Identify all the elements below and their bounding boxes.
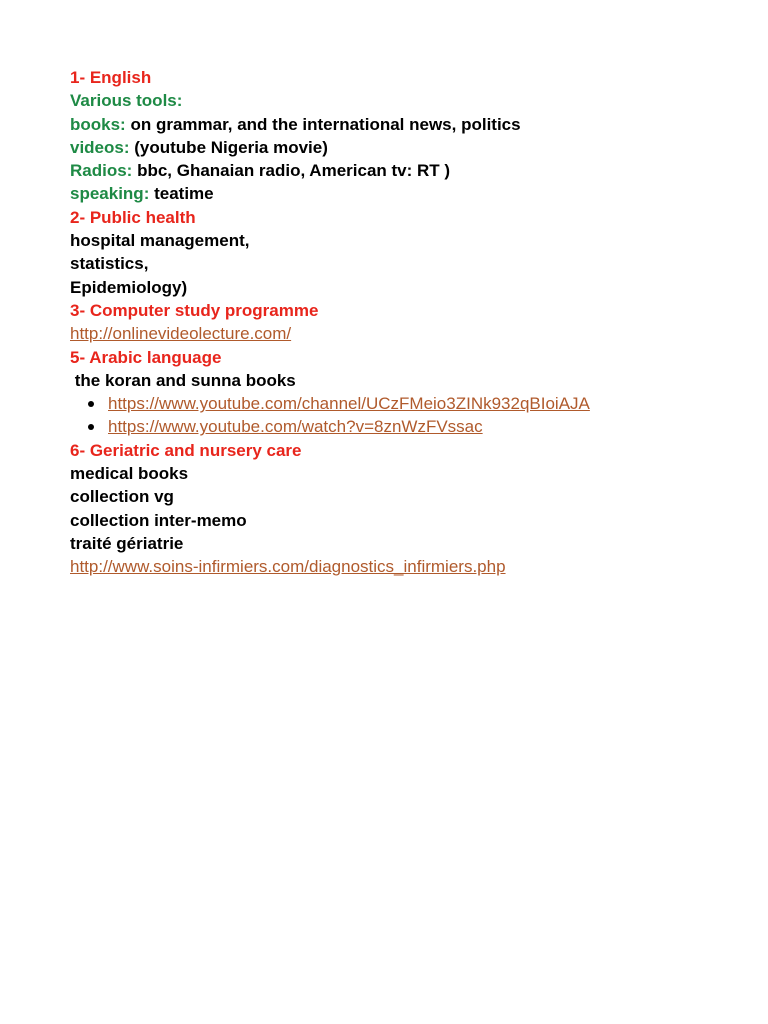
- geriatric-item: collection vg: [70, 487, 174, 507]
- books-line: [70, 113, 748, 136]
- arabic-links-list: [70, 392, 748, 439]
- arabic-subtitle: the koran and sunna books: [70, 370, 296, 390]
- youtube-video-link[interactable]: https://www.youtube.com/watch?v=8znWzFVssac: [108, 417, 483, 437]
- youtube-channel-link[interactable]: https://www.youtube.com/channel/UCzFMeio3ZINk932qBIoiAJA: [108, 394, 590, 414]
- speaking-label: speaking:: [70, 184, 150, 204]
- radios-value: bbc, Ghanaian radio, American tv: RT ): [132, 161, 451, 181]
- books-label: books:: [70, 114, 126, 134]
- geriatric-item: medical books: [70, 464, 189, 484]
- list-item: [108, 415, 748, 438]
- section-heading-arabic: 5- Arabic language: [70, 347, 222, 367]
- videos-value: (youtube Nigeria movie): [129, 137, 328, 157]
- bullet-icon: [88, 401, 94, 407]
- section-heading-public-health: 2- Public health: [70, 207, 196, 227]
- radios-label: Radios:: [70, 161, 133, 181]
- computer-study-link[interactable]: http://onlinevideolecture.com/: [70, 324, 292, 344]
- section-heading-english: 1- English: [70, 68, 152, 87]
- books-value: on grammar, and the international news, politics: [125, 114, 521, 134]
- computer-study-link-line: [70, 322, 748, 345]
- section-heading-computer-study: 3- Computer study programme: [70, 300, 319, 320]
- public-health-item: hospital management,: [70, 231, 250, 251]
- videos-line: [70, 136, 748, 159]
- public-health-item: statistics,: [70, 254, 149, 274]
- list-item: [108, 392, 748, 415]
- bullet-icon: [88, 424, 94, 430]
- radios-line: [70, 159, 748, 182]
- section-heading-geriatric: 6- Geriatric and nursery care: [70, 440, 302, 460]
- geriatric-link-line: [70, 555, 748, 578]
- speaking-line: [70, 182, 748, 205]
- geriatric-item: traité gériatrie: [70, 533, 184, 553]
- tools-label: Various tools:: [70, 91, 183, 111]
- speaking-value: teatime: [149, 184, 214, 204]
- videos-label: videos:: [70, 137, 130, 157]
- public-health-item: Epidemiology): [70, 277, 188, 297]
- soins-infirmiers-link[interactable]: http://www.soins-infirmiers.com/diagnostics_infirmiers.php: [70, 557, 506, 577]
- geriatric-item: collection inter-memo: [70, 510, 247, 530]
- document-page: [70, 66, 748, 579]
